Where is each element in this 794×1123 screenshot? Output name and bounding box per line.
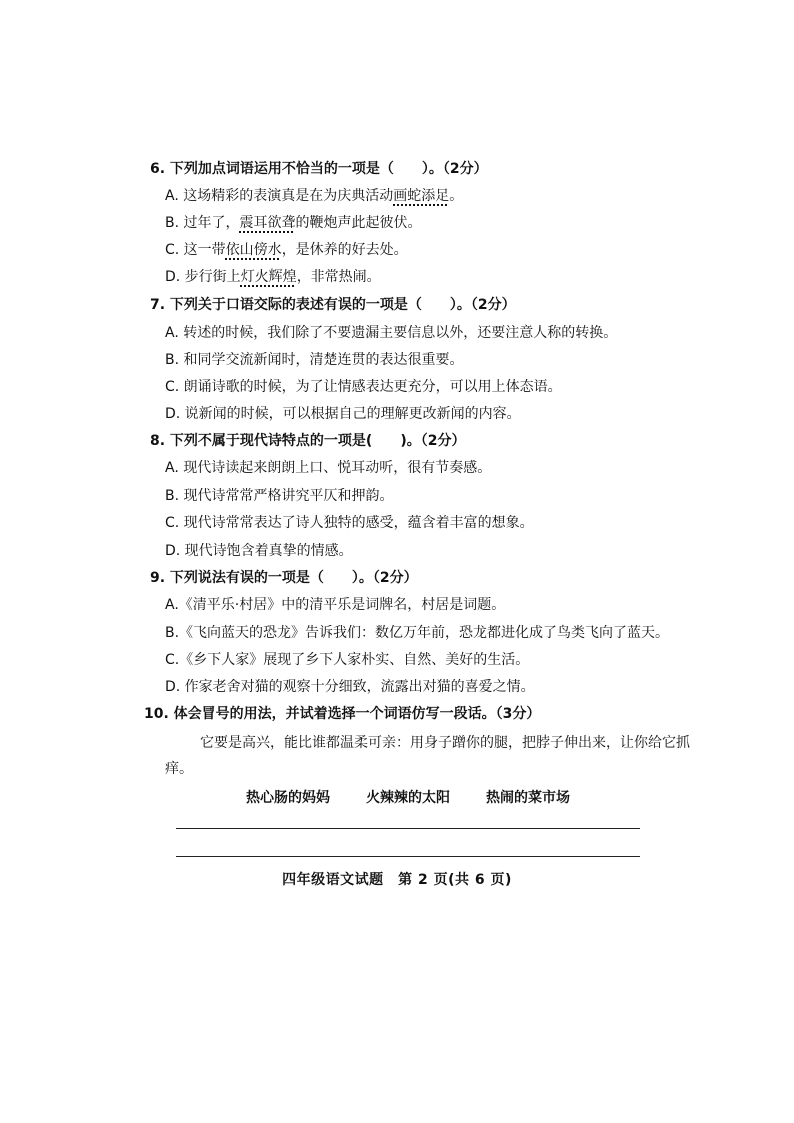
question-8-option-b: B. 现代诗常常严格讲究平仄和押韵。 [165, 488, 394, 504]
option-text: ，非常热闹。 [296, 269, 381, 285]
question-7-option-c: C. 朗诵诗歌的时候，为了让情感表达更充分，可以用上体态语。 [165, 379, 562, 395]
example-paragraph-line-2: 痒。 [165, 761, 193, 777]
option-text: C. 这一带 [165, 242, 226, 258]
example-paragraph-line-1: 它要是高兴，能比谁都温柔可亲：用身子蹭你的腿，把脖子伸出来，让你给它抓 [200, 735, 690, 751]
question-8-stem: 8. 下列不属于现代诗特点的一项是( )。（2分） [150, 433, 466, 449]
question-9-stem: 9. 下列说法有误的一项是（ ）。（2分） [150, 570, 418, 586]
question-9-option-a: A.《清平乐·村居》中的清平乐是词牌名，村居是词题。 [165, 597, 506, 613]
question-10-stem: 10. 体会冒号的用法，并试着选择一个词语仿写一段话。（3分） [144, 706, 541, 722]
question-6-option-b [165, 213, 422, 233]
question-8-option-c: C. 现代诗常常表达了诗人独特的感受，蕴含着丰富的想象。 [165, 515, 534, 531]
question-6-option-a [165, 186, 463, 206]
option-text: A. 这场精彩的表演真是在为庆典活动 [165, 188, 394, 204]
dotted-word: 依山傍水 [225, 242, 282, 258]
question-6-option-d [165, 267, 381, 287]
question-7-option-b: B. 和同学交流新闻时，清楚连贯的表达很重要。 [165, 352, 464, 368]
question-9-option-d: D. 作家老舍对猫的观察十分细致，流露出对猫的喜爱之情。 [165, 679, 535, 695]
question-8-option-a: A. 现代诗读起来朗朗上口、悦耳动听，很有节奏感。 [165, 460, 492, 476]
dotted-word: 震耳欲聋 [239, 215, 296, 231]
option-text: ，是休养的好去处。 [281, 242, 408, 258]
question-7-stem: 7. 下列关于口语交际的表述有误的一项是（ ）。（2分） [150, 297, 516, 313]
question-7-option-d: D. 说新闻的时候，可以根据自己的理解更改新闻的内容。 [165, 406, 521, 422]
dotted-word: 画蛇添足 [393, 188, 450, 204]
question-8-option-d: D. 现代诗饱含着真挚的情感。 [165, 543, 353, 559]
answer-line-2[interactable] [176, 856, 640, 857]
option-text: 。 [449, 188, 464, 204]
word-choice: 热闹的菜市场 [486, 790, 570, 806]
question-6-stem: 6. 下列加点词语运用不恰当的一项是（ ）。（2分） [150, 161, 488, 177]
question-7-option-a: A. 转述的时候，我们除了不要遗漏主要信息以外，还要注意人称的转换。 [165, 325, 618, 341]
option-text: B. 过年了， [165, 215, 240, 231]
option-text: D. 步行街上 [165, 269, 241, 285]
word-choice: 火辣辣的太阳 [366, 790, 450, 806]
option-text: 的鞭炮声此起彼伏。 [295, 215, 422, 231]
answer-line-1[interactable] [176, 828, 640, 829]
question-6-option-c [165, 240, 408, 260]
dotted-word: 灯火辉煌 [240, 269, 297, 285]
page-footer: 四年级语文试题 第 2 页(共 6 页) [282, 872, 512, 888]
question-9-option-b: B.《飞向蓝天的恐龙》告诉我们：数亿万年前，恐龙都进化成了鸟类飞向了蓝天。 [165, 625, 670, 641]
question-9-option-c: C.《乡下人家》展现了乡下人家朴实、自然、美好的生活。 [165, 652, 530, 668]
word-choice: 热心肠的妈妈 [246, 790, 330, 806]
